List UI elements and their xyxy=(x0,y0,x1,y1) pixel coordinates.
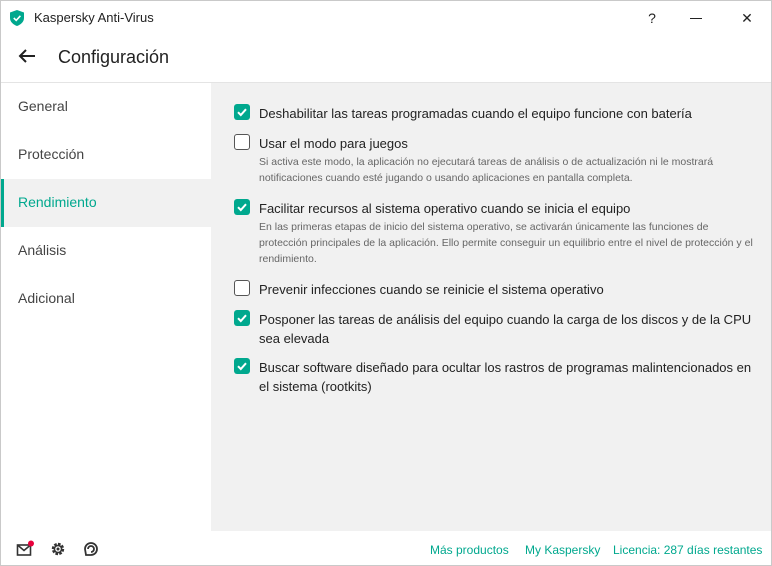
sidebar-item-scan[interactable] xyxy=(1,227,211,275)
settings-sidebar xyxy=(1,83,211,531)
option-label: Usar el modo para juegos xyxy=(259,136,408,151)
support-icon[interactable] xyxy=(82,540,100,558)
sidebar-item-additional[interactable] xyxy=(1,275,211,323)
close-button[interactable]: ✕ xyxy=(741,10,753,26)
page-title: Configuración xyxy=(58,47,170,67)
checkbox-disable-tasks-on-battery[interactable] xyxy=(234,104,250,120)
minimize-button[interactable] xyxy=(681,6,711,30)
sidebar-item-label: General xyxy=(18,98,68,114)
back-arrow-icon[interactable] xyxy=(15,45,39,67)
checkmark-icon xyxy=(236,201,248,213)
minimize-icon xyxy=(690,18,702,19)
sidebar-item-protection[interactable] xyxy=(1,131,211,179)
sidebar-item-label: Adicional xyxy=(18,290,75,306)
sidebar-item-label: Protección xyxy=(18,146,85,162)
footer-bar xyxy=(1,531,771,565)
title-bar xyxy=(1,1,771,34)
more-products-link[interactable]: Más productos xyxy=(430,543,509,557)
option-label: Buscar software diseñado para ocultar los rastros de programas malintencionados en el sistema (rootkits) xyxy=(259,360,752,394)
checkbox-startup-resources[interactable] xyxy=(234,199,250,215)
sidebar-item-performance[interactable] xyxy=(1,179,211,227)
option-label: Deshabilitar las tareas programadas cuando el equipo funcione con batería xyxy=(259,106,692,121)
checkbox-gaming-mode[interactable] xyxy=(234,134,250,150)
gear-icon[interactable] xyxy=(49,540,67,558)
sidebar-item-label: Análisis xyxy=(18,242,67,258)
checkmark-icon xyxy=(236,312,248,324)
page-header xyxy=(1,34,771,83)
checkbox-search-rootkits[interactable] xyxy=(234,358,250,374)
my-kaspersky-link[interactable]: My Kaspersky xyxy=(525,543,601,557)
license-link[interactable]: Licencia: 287 días restantes xyxy=(613,543,763,557)
option-description: Si activa este modo, la aplicación no ejecutará tareas de análisis o de actualización ni le mostrará notificaciones cuando esté jugando o usando aplicaciones en pantalla completa. xyxy=(259,156,714,184)
sidebar-item-label: Rendimiento xyxy=(18,194,97,210)
checkbox-prevent-infection-on-reboot[interactable] xyxy=(234,280,250,296)
option-label: Facilitar recursos al sistema operativo cuando se inicia el equipo xyxy=(259,201,631,216)
help-button[interactable]: ? xyxy=(648,10,656,26)
option-label: Prevenir infecciones cuando se reinicie el sistema operativo xyxy=(259,282,604,297)
mail-notification-icon[interactable] xyxy=(16,540,34,558)
checkbox-postpone-scan-high-load[interactable] xyxy=(234,310,250,326)
option-description: En las primeras etapas de inicio del sistema operativo, se activarán únicamente las funciones de protección principales de la aplicación. Ello permite conseguir un equilibrio entre el nivel de protección y el rendimiento. xyxy=(259,221,753,265)
checkmark-icon xyxy=(236,360,248,372)
option-label: Posponer las tareas de análisis del equipo cuando la carga de los discos y de la CPU sea elevada xyxy=(259,312,752,346)
performance-settings-panel xyxy=(211,83,771,531)
active-indicator xyxy=(1,179,4,227)
window-title: Kaspersky Anti-Virus xyxy=(34,10,154,25)
sidebar-item-general[interactable] xyxy=(1,83,211,131)
kaspersky-shield-icon xyxy=(10,10,24,26)
checkmark-icon xyxy=(236,106,248,118)
